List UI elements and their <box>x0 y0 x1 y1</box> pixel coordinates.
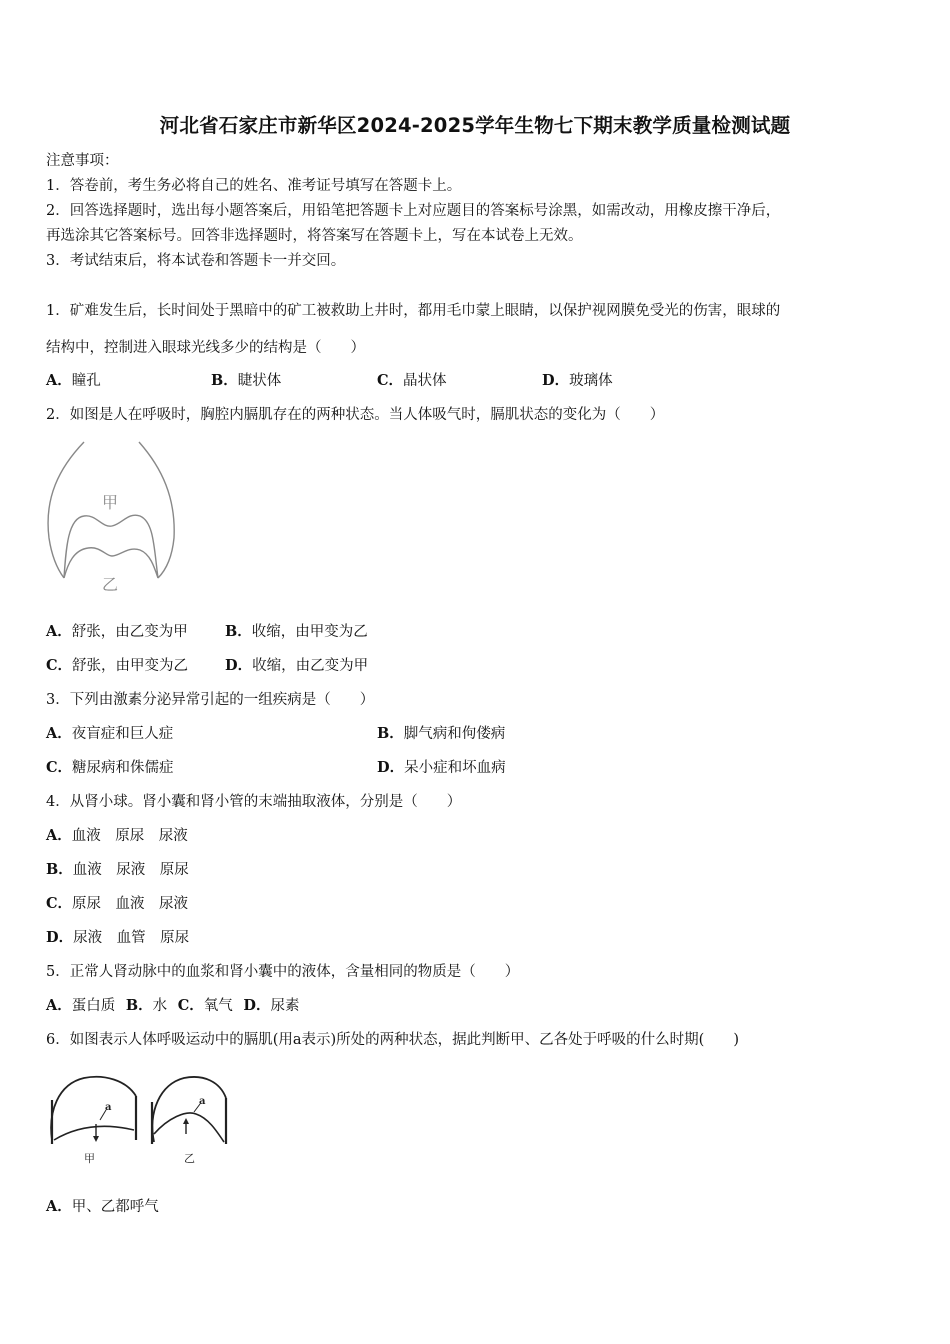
option-text: 夜盲症和巨人症 <box>71 726 174 742</box>
option-letter: A． <box>46 623 72 640</box>
yi-thorax-outline <box>152 1077 226 1142</box>
option-letter: A． <box>46 1198 72 1215</box>
label-jia: 甲 <box>102 493 119 512</box>
option-text: 甲、乙都呼气 <box>71 1199 159 1215</box>
option-letter: D． <box>542 372 570 389</box>
option-letter: A． <box>46 725 72 742</box>
option-text: 呆小症和坏血病 <box>404 760 506 776</box>
diaphragm-state-yi <box>64 548 158 578</box>
option-letter: C． <box>177 997 204 1014</box>
q4-option-a <box>46 826 188 846</box>
option-letter: D． <box>46 929 74 946</box>
q3-option-a <box>46 724 173 744</box>
q5-stem: 5．正常人肾动脉中的血浆和肾小囊中的液体，含量相同的物质是（ ） <box>46 964 520 980</box>
q5-options-row <box>46 996 299 1016</box>
notice-heading: 注意事项： <box>46 153 119 169</box>
option-letter: B． <box>125 997 153 1014</box>
q3-stem: 3．下列由激素分泌异常引起的一组疾病是（ ） <box>46 692 375 708</box>
diaphragm-state-jia <box>64 515 158 578</box>
diaphragm-figure-2 <box>44 1072 234 1166</box>
option-text: 脚气病和佝偻病 <box>403 726 506 742</box>
jia-thorax-outline <box>51 1077 136 1140</box>
q4-option-b <box>46 860 189 880</box>
q3-option-b <box>377 724 505 744</box>
thorax-right-wall <box>139 442 174 578</box>
q3-option-d <box>377 758 506 778</box>
q2-option-b <box>225 622 368 642</box>
jia-label-a: a <box>105 1102 112 1113</box>
q1-option-d <box>542 371 613 391</box>
option-text: 血液 尿液 原尿 <box>72 862 189 878</box>
option-text: 蛋白质 <box>71 998 116 1014</box>
option-letter: B． <box>377 725 404 742</box>
option-text: 水 <box>152 998 168 1014</box>
q6-option-a <box>46 1197 159 1217</box>
option-text: 尿液 血管 原尿 <box>73 930 190 946</box>
option-letter: D． <box>377 759 405 776</box>
q2-option-c <box>46 656 188 676</box>
q4-option-d <box>46 928 189 948</box>
diaphragm-figure-1 <box>44 438 184 598</box>
option-text: 舒张，由乙变为甲 <box>71 624 188 640</box>
option-text: 玻璃体 <box>569 373 613 389</box>
option-letter: D． <box>225 657 253 674</box>
label-jia: 甲 <box>84 1152 95 1165</box>
q1-option-a <box>46 371 101 391</box>
q1-stem-cont: 结构中，控制进入眼球光线多少的结构是（ ） <box>46 340 365 356</box>
option-text: 尿素 <box>270 998 300 1014</box>
option-letter: B． <box>46 861 73 878</box>
option-letter: A． <box>46 997 72 1014</box>
option-text: 睫状体 <box>237 373 282 389</box>
yi-arrow-head <box>183 1118 189 1124</box>
label-yi: 乙 <box>184 1152 195 1165</box>
notice-item: 再选涂其它答案标号。回答非选择题时，将答案写在答题卡上，写在本试卷上无效。 <box>46 228 583 244</box>
jia-arrow-head <box>93 1136 99 1142</box>
q6-stem: 6．如图表示人体呼吸运动中的膈肌(用a表示)所处的两种状态，据此判断甲、乙各处于呼吸的什么时期( ) <box>46 1032 739 1048</box>
option-letter: C． <box>46 759 73 776</box>
q1-option-b <box>211 371 281 391</box>
option-letter: C． <box>46 657 73 674</box>
option-letter: C． <box>377 372 404 389</box>
q2-option-a <box>46 622 188 642</box>
yi-label-a: a <box>199 1096 206 1107</box>
option-text: 瞳孔 <box>71 373 101 389</box>
option-letter: A． <box>46 827 72 844</box>
option-text: 氧气 <box>203 998 233 1014</box>
option-letter: C． <box>46 895 73 912</box>
option-letter: B． <box>225 623 252 640</box>
q4-stem: 4．从肾小球。肾小囊和肾小管的末端抽取液体，分别是（ ） <box>46 794 462 810</box>
option-text: 晶状体 <box>403 373 447 389</box>
q2-stem: 2．如图是人在呼吸时，胸腔内膈肌存在的两种状态。当人体吸气时，膈肌状态的变化为（ ） <box>46 407 665 423</box>
q2-option-d <box>225 656 368 676</box>
page-title: 河北省石家庄市新华区2024-2025学年生物七下期末教学质量检测试题 <box>159 114 791 137</box>
label-yi: 乙 <box>102 575 119 594</box>
option-text: 血液 原尿 尿液 <box>71 828 188 844</box>
notice-item: 3．考试结束后，将本试卷和答题卡一并交回。 <box>46 253 346 269</box>
option-letter: B． <box>211 372 238 389</box>
option-letter: D． <box>243 997 271 1014</box>
option-text: 原尿 血液 尿液 <box>72 896 189 912</box>
option-text: 糖尿病和侏儒症 <box>72 760 174 776</box>
q1-stem: 1．矿难发生后，长时间处于黑暗中的矿工被救助上井时，都用毛巾蒙上眼睛，以保护视网膜免受光的伤害，眼球的 <box>46 303 781 319</box>
option-text: 收缩，由乙变为甲 <box>252 658 369 674</box>
option-letter: A． <box>46 372 72 389</box>
notice-item: 2．回答选择题时，选出每小题答案后，用铅笔把答题卡上对应题目的答案标号涂黑，如需改动，用橡皮擦干净后， <box>46 203 781 219</box>
q4-option-c <box>46 894 188 914</box>
q1-option-c <box>377 371 447 391</box>
option-text: 舒张，由甲变为乙 <box>72 658 189 674</box>
notice-item: 1．答卷前，考生务必将自己的姓名、准考证号填写在答题卡上。 <box>46 178 462 194</box>
option-text: 收缩，由甲变为乙 <box>251 624 368 640</box>
yi-diaphragm <box>154 1113 224 1142</box>
q3-option-c <box>46 758 174 778</box>
